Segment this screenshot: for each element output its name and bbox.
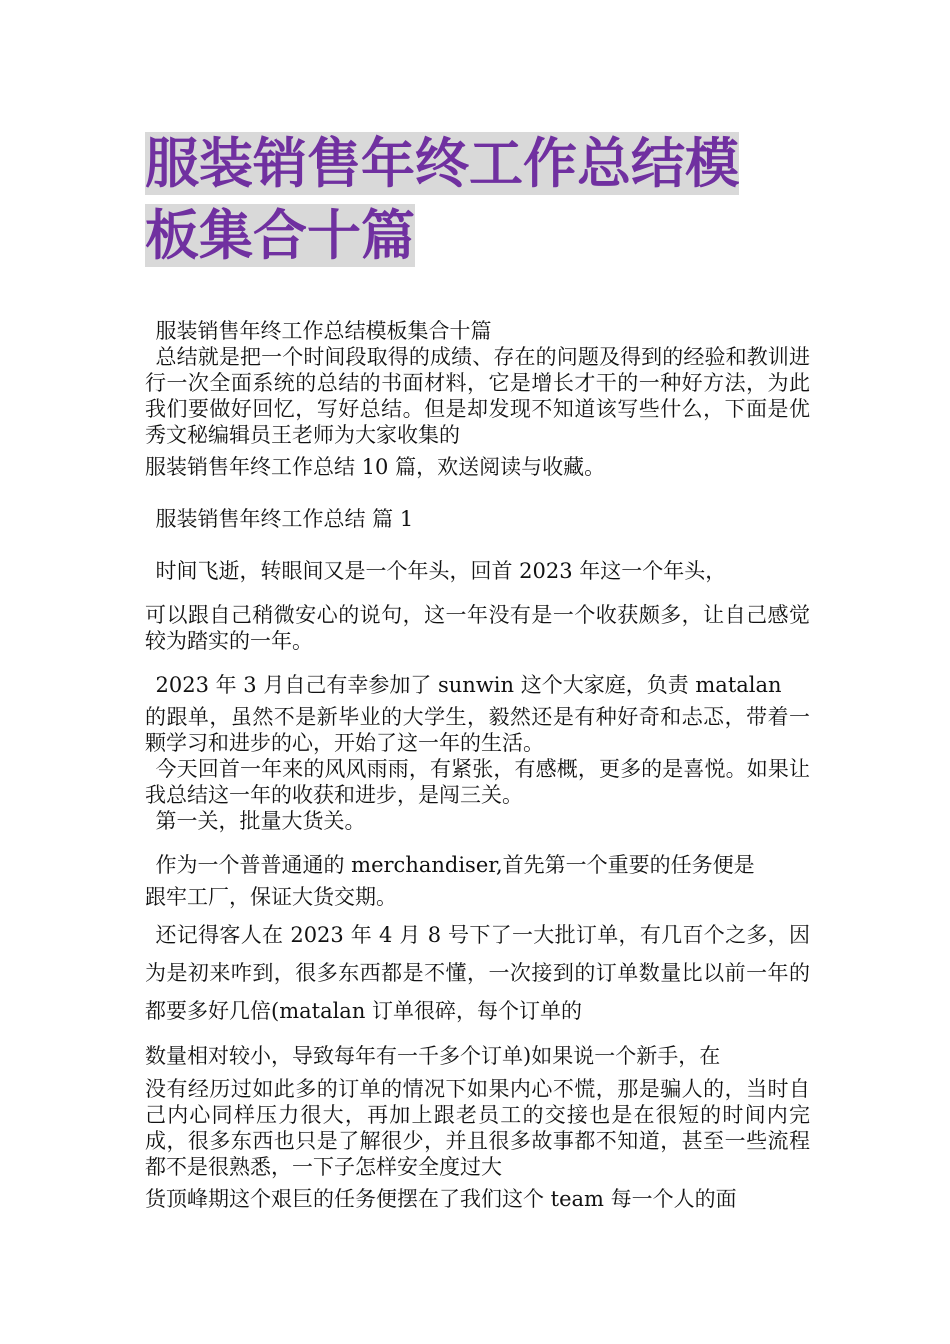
paragraph: 没有经历过如此多的订单的情况下如果内心不慌，那是骗人的，当时自己内心同样压力很大，再加上跟老员工的交接也是在很短的时间内完成，很多东西也只是了解很少，并且很多故事都不知道，甚至一些流程都不是很熟悉，一下子怎样安全度过大 [145, 1077, 810, 1179]
document-title [145, 128, 825, 272]
paragraph-intro: 总结就是把一个时间段取得的成绩、存在的问题及得到的经验和教训进行一次全面系统的总结的书面材料，它是增长才干的一种好方法，为此我们要做好回忆，写好总结。但是却发现不知道该写些什么，下面是优秀文秘编辑员王老师为大家收集的 [145, 345, 810, 447]
paragraph: 的跟单，虽然不是新毕业的大学生，毅然还是有种好奇和忐忑，带着一颗学习和进步的心，开始了这一年的生活。 [145, 705, 810, 755]
paragraph: 今天回首一年来的风风雨雨，有紧张，有感概，更多的是喜悦。如果让我总结这一年的收获和进步，是闯三关。 [145, 757, 810, 807]
paragraph: 还记得客人在 2023 年 4 月 8 号下了一大批订单，有几百个之多，因为是初来咋到，很多东西都是不懂，一次接到的订单数量比以前一年的都要多好几倍(matalan 订单很碎，每个订单的 [145, 923, 810, 1023]
paragraph: 可以跟自己稍微安心的说句，这一年没有是一个收获颇多，让自己感觉较为踏实的一年。 [145, 603, 810, 653]
paragraph: 作为一个普普通通的 merchandiser,首先第一个重要的任务便是 [155, 853, 755, 877]
title-line-2: 板集合十篇 [145, 204, 415, 267]
paragraph-subtitle: 服装销售年终工作总结模板集合十篇 [155, 319, 492, 343]
document-body [145, 318, 810, 1212]
paragraph: 时间飞逝，转眼间又是一个年头，回首 2023 年这一个年头， [155, 559, 727, 583]
section-heading-1: 服装销售年终工作总结 篇 1 [155, 507, 414, 531]
paragraph: 2023 年 3 月自己有幸参加了 sunwin 这个大家庭，负责 matalan [155, 673, 782, 697]
paragraph: 数量相对较小，导致每年有一千多个订单)如果说一个新手，在 [145, 1044, 721, 1068]
paragraph: 货顶峰期这个艰巨的任务便摆在了我们这个 team 每一个人的面 [145, 1187, 737, 1211]
title-line-1: 服装销售年终工作总结模 [145, 132, 739, 195]
paragraph: 第一关，批量大货关。 [155, 809, 366, 833]
paragraph-intro-end: 服装销售年终工作总结 10 篇，欢送阅读与收藏。 [145, 455, 606, 479]
paragraph: 跟牢工厂，保证大货交期。 [145, 885, 397, 909]
